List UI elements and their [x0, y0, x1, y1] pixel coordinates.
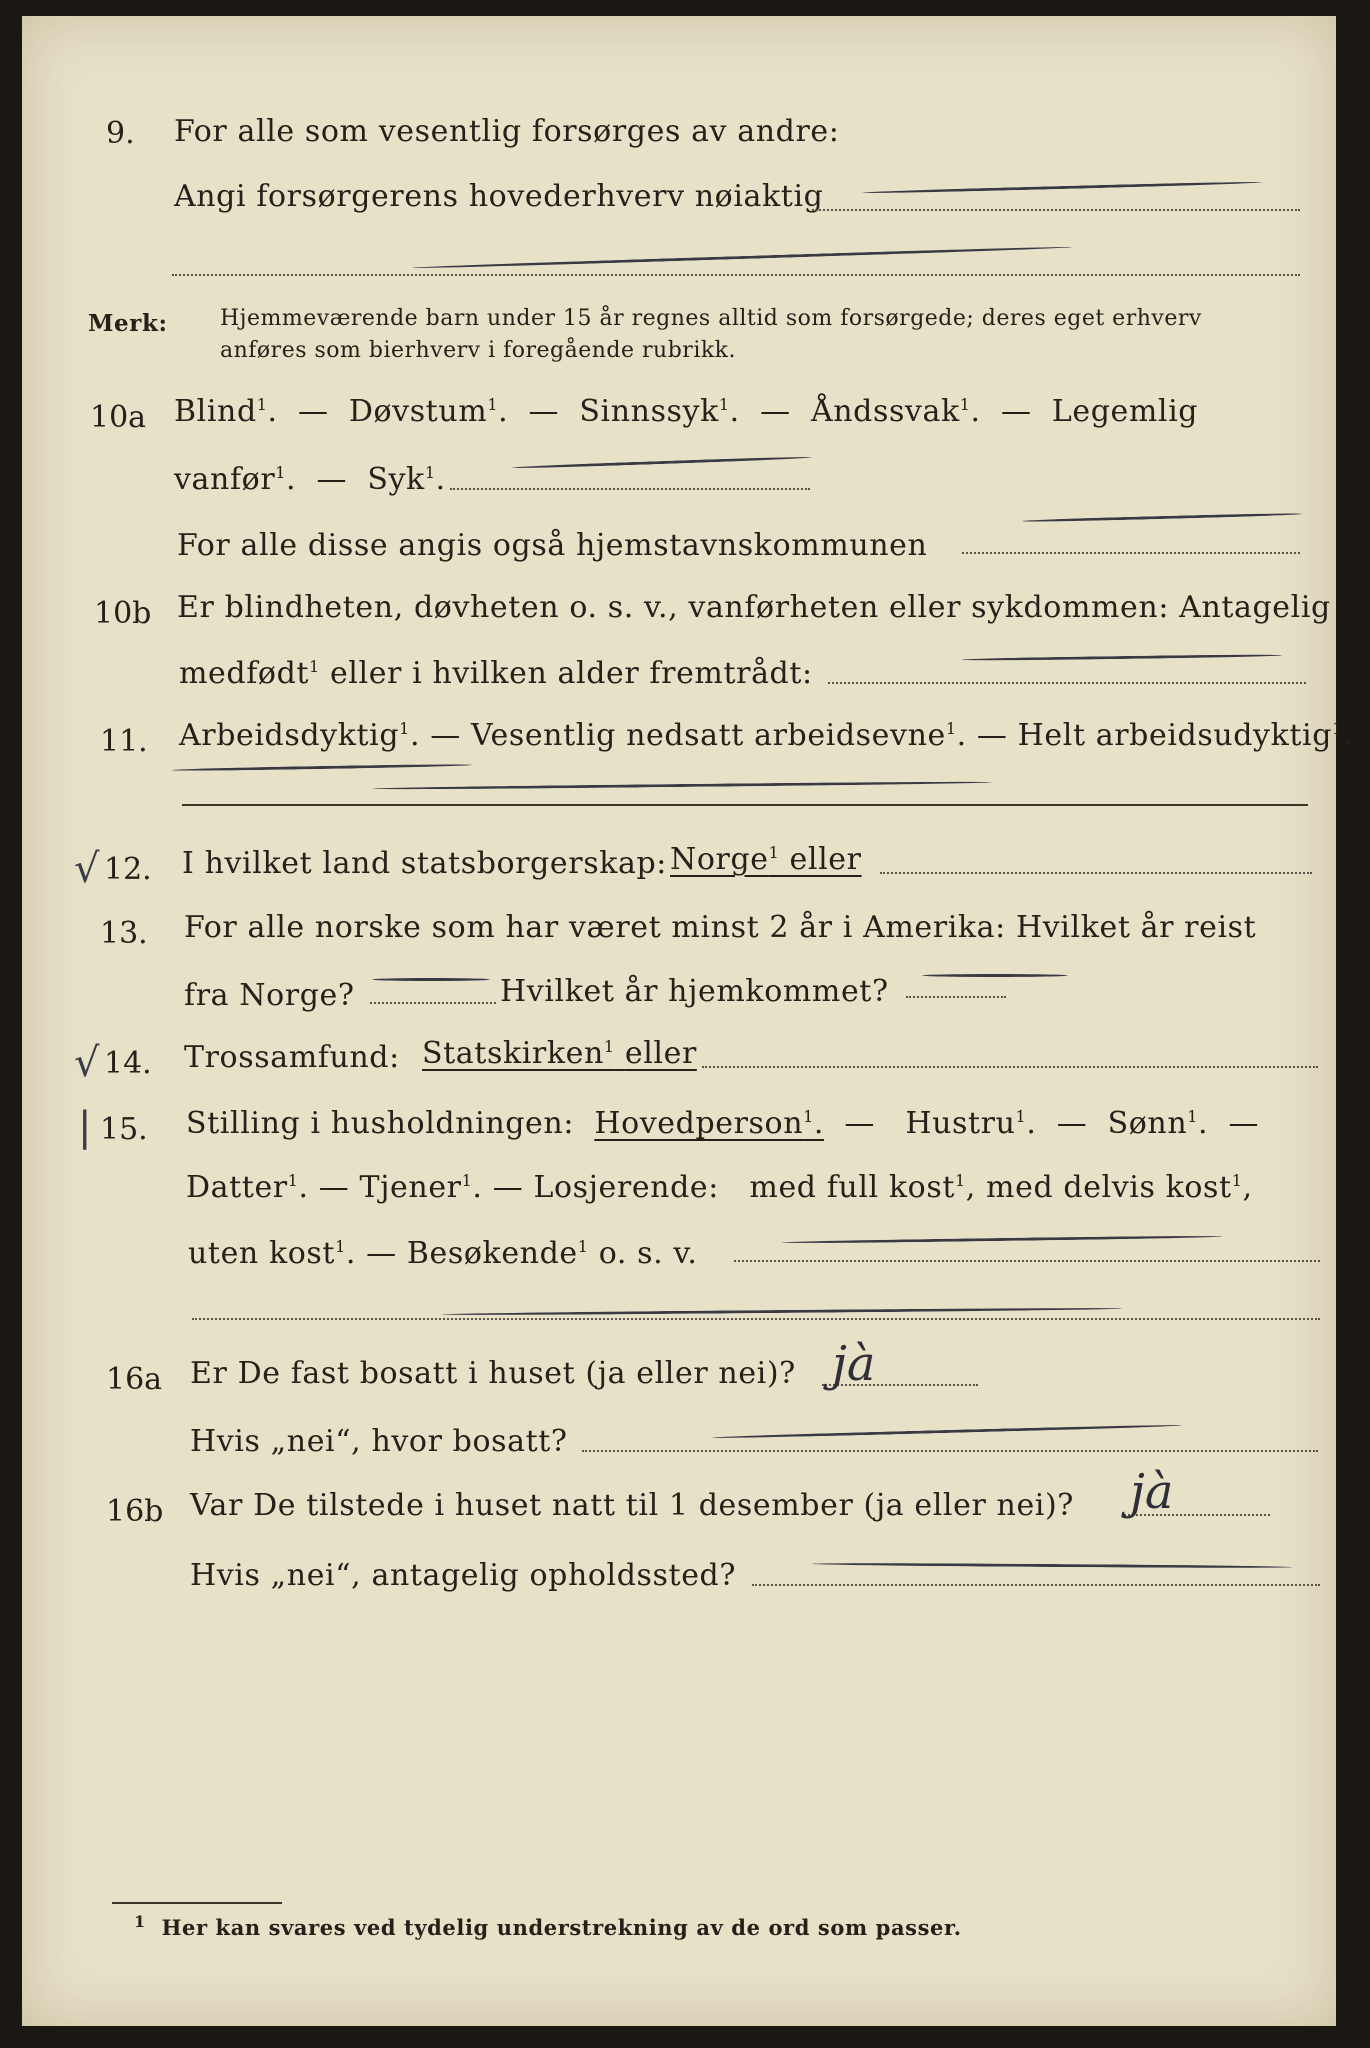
census-form-page	[22, 16, 1353, 2026]
q13-line1: For alle norske som har været minst 2 år i Amerika: Hvilket år reist	[184, 910, 1257, 945]
q14-answer-field[interactable]	[702, 1066, 1318, 1068]
q10b-line2: medfødt$^1$ eller i hvilken alder fremtrådt:	[179, 656, 813, 691]
q13-line2a: fra Norge?	[184, 978, 355, 1013]
item-number-11: 11.	[100, 724, 148, 759]
q15-line1: Stilling i husholdningen: Hovedperson$^1$. — Hustru$^1$. — Sønn$^1$. —	[186, 1106, 1260, 1141]
q15-selected-option: Hovedperson$^1$.	[594, 1106, 825, 1141]
note-line2: anføres som bierhverv i foregående rubrikk.	[220, 338, 737, 363]
item-number-12: 12.	[104, 852, 152, 887]
q13-returned-field[interactable]	[906, 996, 1006, 998]
item-number-16a: 16a	[106, 1362, 163, 1397]
q13-emigrated-field[interactable]	[370, 1002, 496, 1004]
item-number-15: 15.	[100, 1112, 148, 1147]
q10b-answer-field[interactable]	[828, 682, 1306, 684]
q15-answer-field-2[interactable]	[192, 1318, 1320, 1320]
q11-line1: Arbeidsdyktig$^1$. — Vesentlig nedsatt arbeidsevne$^1$. — Helt arbeidsudyktig$^1$.	[179, 718, 1353, 753]
item-number-9: 9.	[106, 116, 135, 151]
footnote: $^1$ Her kan svares ved tydelig understrekning av de ord som passer.	[134, 1912, 962, 1940]
q11-separator	[182, 804, 1308, 806]
q13-line2b: Hvilket år hjemkommet?	[500, 974, 889, 1009]
q9-answer-field[interactable]	[812, 209, 1300, 211]
q12-answer-field[interactable]	[880, 872, 1312, 874]
q10a-answer-field[interactable]	[450, 488, 810, 490]
q10a-home-field[interactable]	[962, 552, 1300, 554]
checkmark-icon: |	[78, 1104, 92, 1150]
item-number-10a: 10a	[90, 400, 147, 435]
q9-line2: Angi forsørgerens hovederhverv nøiaktig	[174, 179, 824, 214]
q10a-line2: vanfør$^1$. — Syk$^1$.	[174, 462, 446, 497]
q16b-line1: Var De tilstede i huset natt til 1 desember (ja eller nei)?	[190, 1488, 1074, 1523]
q10a-pen-stroke-2	[1022, 512, 1302, 522]
q15-pen-stroke	[782, 1235, 1222, 1244]
q16a-line1: Er De fast bosatt i huset (ja eller nei)?	[190, 1356, 796, 1391]
q15-answer-field[interactable]	[734, 1260, 1320, 1262]
note-label: Merk:	[88, 310, 168, 337]
footnote-rule	[112, 1902, 282, 1904]
item-number-10b: 10b	[94, 596, 152, 631]
q13-pen-stroke-2	[922, 974, 1068, 977]
q14-question: Trossamfund:	[184, 1040, 400, 1075]
q14-selected-option: Statskirken$^1$ eller	[422, 1036, 697, 1071]
q16b-handwritten-answer: jà	[1130, 1464, 1174, 1520]
checkmark-icon: √	[74, 1040, 100, 1086]
q10a-pen-stroke	[512, 456, 812, 469]
q16a-line2: Hvis „nei“, hvor bosatt?	[190, 1424, 568, 1459]
q10a-line3: For alle disse angis også hjemstavnskommunen	[177, 528, 928, 563]
item-number-13: 13.	[100, 916, 148, 951]
q16a-where-field[interactable]	[582, 1450, 1318, 1452]
q9-answer-field-2[interactable]	[172, 274, 1300, 276]
q10a-line1: Blind$^1$. — Døvstum$^1$. — Sinnssyk$^1$. — Åndssvak$^1$. — Legemlig	[174, 394, 1199, 429]
q9-pen-stroke-2	[412, 246, 1072, 270]
q16b-where-field[interactable]	[752, 1584, 1320, 1586]
q11-pen-stroke	[372, 781, 992, 790]
checkmark-icon: √	[74, 846, 100, 892]
q16a-handwritten-answer: jà	[832, 1336, 876, 1392]
q10b-line1: Er blindheten, døvheten o. s. v., vanførheten eller sykdommen: Antagelig	[177, 590, 1331, 625]
q15-line3: uten kost$^1$. — Besøkende$^1$ o. s. v.	[188, 1236, 698, 1271]
q15-line2: Datter$^1$. — Tjener$^1$. — Losjerende: med full kost$^1$, med delvis kost$^1$,	[186, 1170, 1253, 1205]
item-number-14: 14.	[104, 1046, 152, 1081]
q9-pen-stroke	[862, 181, 1262, 194]
q16a-pen-stroke	[712, 1424, 1182, 1439]
q12-selected-option: Norge$^1$ eller	[670, 842, 862, 877]
q12-question: I hvilket land statsborgerskap:	[182, 846, 667, 881]
q13-pen-stroke	[372, 978, 490, 981]
q16b-line2: Hvis „nei“, antagelig opholdssted?	[190, 1558, 737, 1593]
note-line1: Hjemmeværende barn under 15 år regnes alltid som forsørgede; deres eget erhverv	[220, 306, 1202, 331]
item-number-16b: 16b	[106, 1494, 164, 1529]
q11-pen-underline	[172, 763, 472, 771]
q10b-pen-stroke	[962, 654, 1282, 661]
q15-pen-stroke-2	[442, 1307, 1122, 1316]
q16b-pen-stroke	[812, 1562, 1292, 1568]
q9-line1: For alle som vesentlig forsørges av andre:	[174, 114, 840, 149]
